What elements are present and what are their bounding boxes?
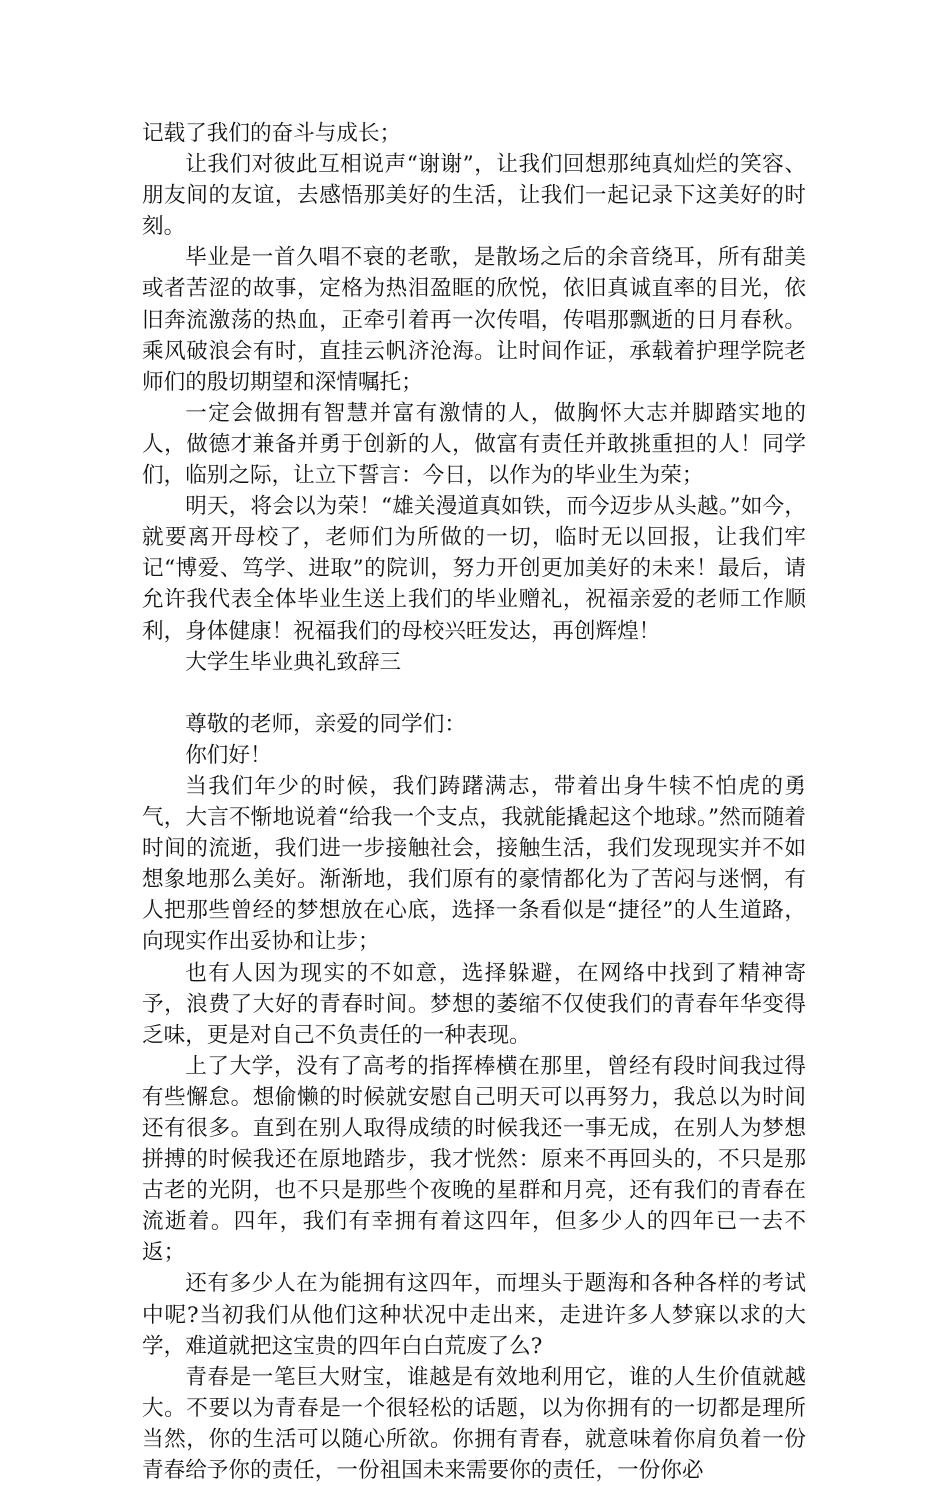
paragraph-8: 上了大学，没有了高考的指挥棒横在那里，曾经有段时间我过得有些懈怠。想偷懒的时候就安慰自己明天可以再努力，我总以为时间还有很多。直到在别人取得成绩的时候我还一事无成，在别人为梦想拼搏的时候我还在原地踏步，我才恍然：原来不再回头的，不只是那古老的光阴，也不只是那些个夜晚的星群和月亮，还有我们的青春在流逝着。四年，我们有幸拥有着这四年，但多少人的四年已一去不返； — [142, 1053, 806, 1266]
paragraph-4: 一定会做拥有智慧并富有激情的人，做胸怀大志并脚踏实地的人，做德才兼备并勇于创新的人，做富有责任并敢挑重担的人！同学们，临别之际，让立下誓言：今日，以作为的毕业生为荣； — [142, 400, 806, 489]
blank-line — [142, 678, 806, 709]
paragraph-2: 让我们对彼此互相说声“谢谢”，让我们回想那纯真灿烂的笑容、朋友间的友谊，去感悟那美好的生活，让我们一起记录下这美好的时刻。 — [142, 152, 806, 240]
paragraph-5: 明天，将会以为荣！“雄关漫道真如铁，而今迈步从头越。”如今，就要离开母校了，老师们为所做的一切，临时无以回报，让我们牢记“博爱、笃学、进取”的院训，努力开创更加美好的未来！最后，请允许我代表全体毕业生送上我们的毕业赠礼，祝福亲爱的老师工作顺利，身体健康！祝福我们的母校兴旺发达，再创辉煌！ — [142, 494, 806, 644]
paragraph-6: 当我们年少的时候，我们踌躇满志，带着出身牛犊不怕虎的勇气，大言不惭地说着“给我一个支点，我就能撬起这个地球。”然而随着时间的流逝，我们进一步接触社会，接触生活，我们发现现实并不如想象地那么美好。渐渐地，我们原有的豪情都化为了苦闷与迷惘，有人把那些曾经的梦想放在心底，选择一条看似是“捷径”的人生道路，向现实作出妥协和让步； — [142, 773, 806, 955]
greeting: 你们好！ — [185, 742, 272, 768]
document-body — [142, 118, 806, 1486]
paragraph-10: 青春是一笔巨大财宝，谁越是有效地利用它，谁的人生价值就越大。不要以为青春是一个很轻松的话题，以为你拥有的一切都是理所当然，你的生活可以随心所欲。你拥有青春，就意味着你肩负着一份青春给予你的责任，一份祖国未来需要你的责任，一份你必 — [142, 1364, 806, 1484]
paragraph-7: 也有人因为现实的不如意，选择躲避，在网络中找到了精神寄予，浪费了大好的青春时间。梦想的萎缩不仅使我们的青春年华变得乏味，更是对自己不负责任的一种表现。 — [142, 960, 806, 1048]
paragraph-1: 记载了我们的奋斗与成长； — [142, 121, 402, 146]
salutation: 尊敬的老师，亲爱的同学们： — [185, 711, 466, 737]
paragraph-3: 毕业是一首久唱不衰的老歌，是散场之后的余音绕耳，所有甜美或者苦涩的故事，定格为热泪盈眶的欣悦，依旧真诚直率的目光，依旧奔流激荡的热血，正牵引着再一次传唱，传唱那飘逝的日月春秋。乘风破浪会有时，直挂云帆济沧海。让时间作证，承载着护理学院老师们的殷切期望和深情嘱托； — [142, 245, 806, 395]
paragraph-9: 还有多少人在为能拥有这四年，而埋头于题海和各种各样的考试中呢?当初我们从他们这种状况中走出来，走进许多人梦寐以求的大学，难道就把这宝贵的四年白白荒废了么? — [142, 1271, 806, 1359]
section-heading: 大学生毕业典礼致辞三 — [185, 649, 402, 675]
